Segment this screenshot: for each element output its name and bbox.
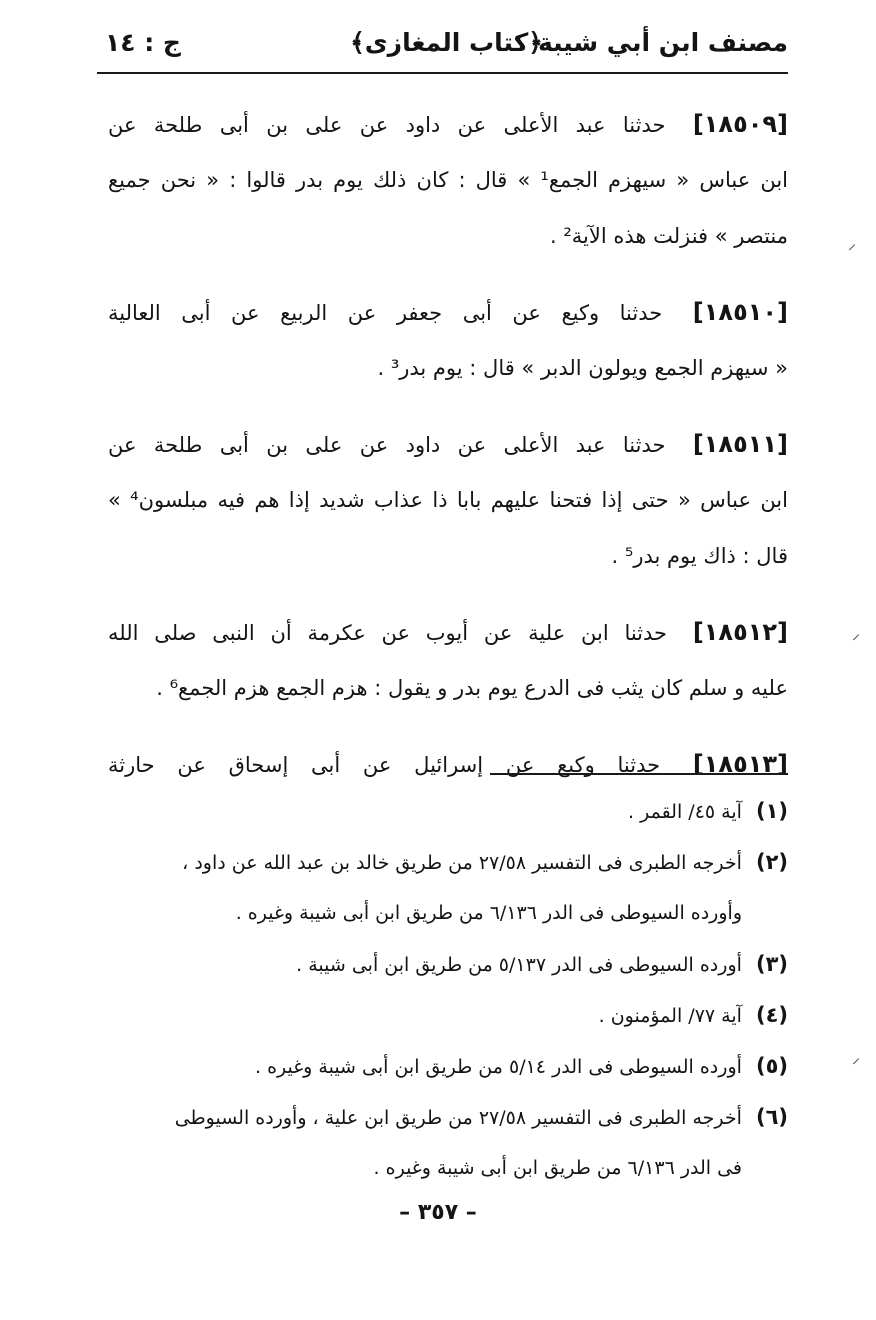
header-rule [97,72,788,74]
margin-mark: ⸝ [848,234,857,253]
footnote-2 [108,837,788,888]
hadith-number: [١٨٥٠٩] [692,110,788,138]
margin-mark: ⸝ [852,1048,861,1067]
footnote-number: (٤) [755,1003,788,1027]
hadith-number: [١٨٥١١] [692,430,788,458]
footnote-6 [108,1092,788,1143]
hadith-line: عليه و سلم كان يثب فى الدرع يوم بدر و يقول : هزم الجمع هزم الجمع⁶ . [156,676,788,700]
hadith-number: [١٨٥١٢] [692,618,788,646]
footnote-number: (٥) [755,1054,788,1078]
footnote-text: آية ٤٥/ القمر . [628,801,742,823]
footnote-number: (٣) [755,952,788,976]
hadith-line: ابن عباس « حتى إذا فتحنا عليهم بابا ذا عذاب شديد إذا هم فيه مبلسون⁴ » [108,488,788,512]
footnote-text: وأورده السيوطى فى الدر ٦/١٣٦ من طريق ابن أبى شيبة وغيره . [235,902,742,924]
footnote-number: (١) [755,799,788,823]
footnote-text: أخرجه الطبرى فى التفسير ٢٧/٥٨ من طريق خالد بن عبد الله عن داود ، [182,852,742,874]
footnote-1 [108,786,788,837]
footnotes [108,786,788,1194]
footnote-number: (٢) [755,850,788,874]
page-number: – ٣٥٧ – [399,1200,477,1225]
page-header [105,22,788,74]
hadith-line: حدثنا عبد الأعلى عن داود عن على بن أبى طلحة عن [108,433,666,457]
footnote-4 [108,990,788,1041]
hadith-line: منتصر » فنزلت هذه الآية² . [549,224,788,248]
hadith-line: ابن عباس « سيهزم الجمع¹ » قال : كان ذلك يوم بدر قالوا : « نحن جميع [108,168,788,192]
hadith-line: حدثنا ابن علية عن أيوب عن عكرمة أن النبى صلى الله [108,621,668,645]
hadith-18513 [108,736,788,792]
footnote-rule [490,773,788,775]
footnote-number: (٦) [755,1105,788,1129]
footnote-text: فى الدر ٦/١٣٦ من طريق ابن أبى شيبة وغيره . [373,1157,742,1179]
footnote-5 [108,1041,788,1092]
footnote-text: آية ٧٧/ المؤمنون . [598,1005,742,1027]
hadith-line: « سيهزم الجمع ويولون الدبر » قال : يوم بدر³ . [377,356,788,380]
volume-number: ج : ١٤ [105,28,181,57]
main-text [108,96,788,812]
footnote-text: أورده السيوطى فى الدر ٥/١٤ من طريق ابن أبى شيبة وغيره . [255,1056,742,1078]
footnote-text: أخرجه الطبرى فى التفسير ٢٧/٥٨ من طريق ابن علية ، وأورده السيوطى [174,1107,742,1129]
book-title: مصنف ابن أبي شيبة [537,28,788,57]
hadith-18511 [108,416,788,584]
hadith-18510 [108,284,788,396]
hadith-number: [١٨٥١٠] [692,298,788,326]
hadith-18509 [108,96,788,264]
hadith-number: [١٨٥١٣] [692,750,788,778]
hadith-line: قال : ذاك يوم بدر⁵ . [611,544,788,568]
footnote-3 [108,939,788,990]
chapter-title: ﴿كتاب المغازى﴾ [350,28,543,57]
margin-mark: ⸝ [852,624,861,643]
hadith-line: حدثنا وكيع عن أبى جعفر عن الربيع عن أبى العالية [108,301,663,325]
hadith-line: حدثنا عبد الأعلى عن داود عن على بن أبى طلحة عن [108,113,666,137]
hadith-18512 [108,604,788,716]
hadith-line: حدثنا وكيع عن إسرائيل عن أبى إسحاق عن حارثة [108,753,661,777]
footnote-text: أورده السيوطى فى الدر ٥/١٣٧ من طريق ابن أبى شيبة . [296,954,742,976]
